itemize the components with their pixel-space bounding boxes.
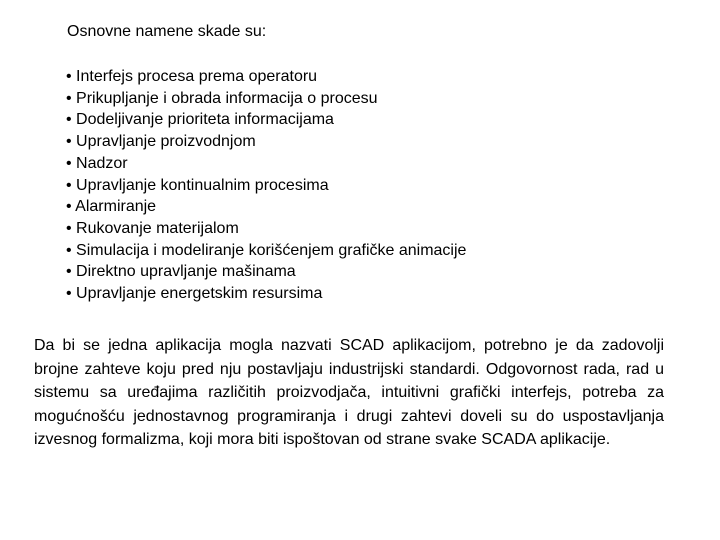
bullet-item: • Simulacija i modeliranje korišćenjem grafičke animacije <box>66 241 467 259</box>
bullet-item: • Direktno upravljanje mašinama <box>66 263 296 281</box>
bullet-item: • Upravljanje proizvodnjom <box>66 133 256 151</box>
bullet-item: • Rukovanje materijalom <box>66 219 239 237</box>
body-paragraph: Da bi se jedna aplikacija mogla nazvati SCAD aplikacijom, potrebno je da zadovolji brojne zahteve koju pred nju postavljaju industrijski standardi. Odgovornost rada, rad u sistemu sa uređajima različitih proizvodjača, intuitivni grafički interfejs, potreba za mogućnošću jednostavnog programiranja i drugi zahtevi doveli su do uspostavljanja izvesnog formalizma, koji mora biti ispoštovan od strane svake SCADA aplikacije. <box>34 337 664 448</box>
bullet-item: • Alarmiranje <box>66 198 157 216</box>
bullet-item: • Upravljanje energetskim resursima <box>66 285 323 303</box>
bullet-item: • Dodeljivanje prioriteta informacijama <box>66 111 334 129</box>
bullet-item: • Interfejs procesa prema operatoru <box>66 68 318 85</box>
bullet-item: • Upravljanje kontinualnim procesima <box>66 176 329 194</box>
slide-heading: Osnovne namene skade su: <box>67 23 267 40</box>
bullet-item: • Nadzor <box>66 154 128 172</box>
bullet-item: • Prikupljanje i obrada informacija o procesu <box>66 89 378 107</box>
bullet-list <box>66 66 466 305</box>
